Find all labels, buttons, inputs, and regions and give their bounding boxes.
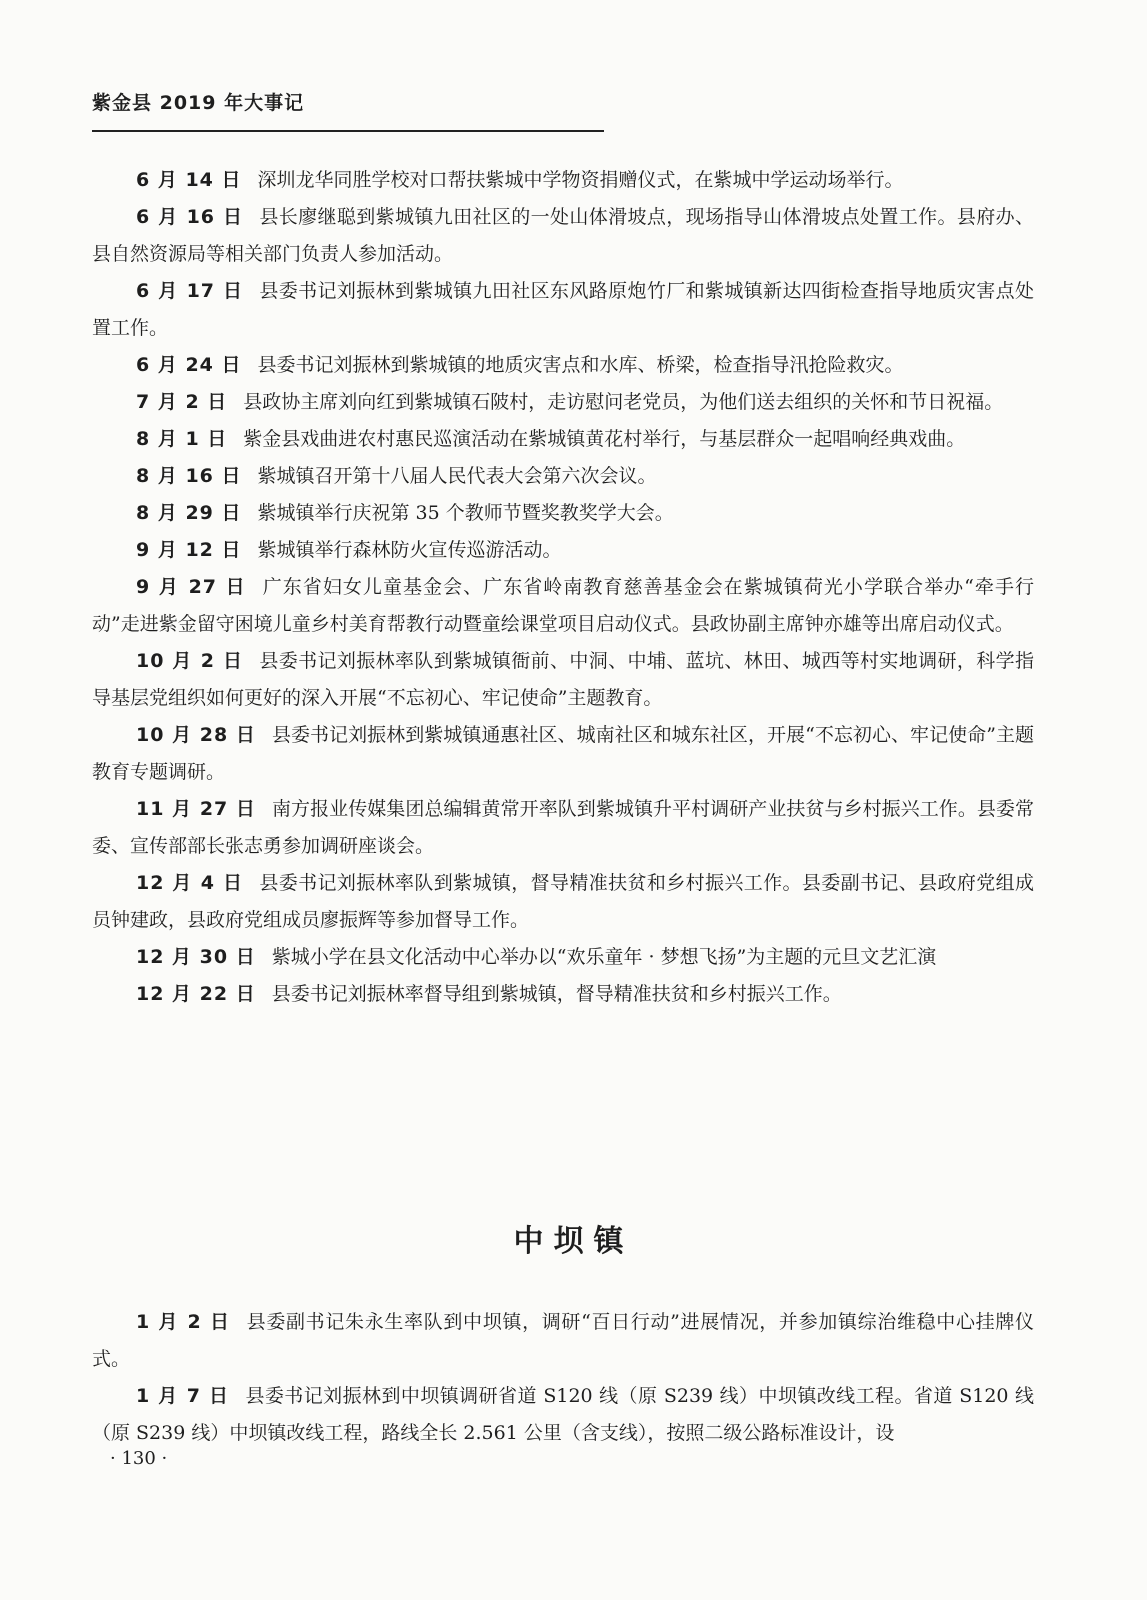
event-entry (92, 569, 1034, 643)
event-entry (92, 1378, 1034, 1452)
event-date: 7 月 2 日 (136, 391, 228, 413)
event-list-zhongba (92, 1304, 1034, 1452)
event-text: 县政协主席刘向红到紫城镇石陂村，走访慰问老党员，为他们送去组织的关怀和节日祝福。 (243, 391, 1004, 413)
event-text: 县委书记刘振林到紫城镇通惠社区、城南社区和城东社区，开展“不忘初心、牢记使命”主题教育专题调研。 (92, 724, 1034, 783)
event-entry (92, 273, 1034, 347)
event-entry (92, 384, 1034, 421)
event-entry (92, 939, 1034, 976)
event-entry (92, 458, 1034, 495)
event-text: 县委书记刘振林率督导组到紫城镇，督导精准扶贫和乡村振兴工作。 (271, 983, 842, 1005)
page-number: · 130 · (110, 1448, 168, 1469)
event-entry (92, 421, 1034, 458)
event-entry (92, 495, 1034, 532)
event-date: 12 月 4 日 (136, 872, 244, 894)
event-entry (92, 976, 1034, 1013)
event-text: 紫城镇举行庆祝第 35 个教师节暨奖教奖学大会。 (257, 502, 674, 524)
event-list-zicheng (92, 162, 1034, 1013)
event-date: 9 月 12 日 (136, 539, 242, 561)
event-date: 1 月 7 日 (136, 1385, 230, 1407)
event-text: 县委书记刘振林到紫城镇九田社区东风路原炮竹厂和紫城镇新达四街检查指导地质灾害点处置工作。 (92, 280, 1034, 339)
event-date: 8 月 1 日 (136, 428, 228, 450)
event-text: 县委副书记朱永生率队到中坝镇，调研“百日行动”进展情况，并参加镇综治维稳中心挂牌仪式。 (92, 1311, 1034, 1370)
event-text: 南方报业传媒集团总编辑黄常开率队到紫城镇升平村调研产业扶贫与乡村振兴工作。县委常委、宣传部部长张志勇参加调研座谈会。 (92, 798, 1034, 857)
event-date: 6 月 14 日 (136, 169, 242, 191)
event-text: 广东省妇女儿童基金会、广东省岭南教育慈善基金会在紫城镇荷光小学联合举办“牵手行动”走进紫金留守困境儿童乡村美育帮教行动暨童绘课堂项目启动仪式。县政协副主席钟亦雄等出席启动仪式。 (92, 576, 1034, 635)
event-date: 8 月 29 日 (136, 502, 242, 524)
running-header: 紫金县 2019 年大事记 (92, 92, 305, 114)
event-date: 10 月 28 日 (136, 724, 256, 746)
event-text: 县委书记刘振林率队到紫城镇，督导精准扶贫和乡村振兴工作。县委副书记、县政府党组成员钟建政，县政府党组成员廖振辉等参加督导工作。 (92, 872, 1034, 931)
event-entry (92, 1304, 1034, 1378)
event-text: 县委书记刘振林率队到紫城镇衙前、中洞、中埔、蓝坑、林田、城西等村实地调研，科学指导基层党组织如何更好的深入开展“不忘初心、牢记使命”主题教育。 (92, 650, 1034, 709)
event-date: 6 月 24 日 (136, 354, 242, 376)
event-date: 9 月 27 日 (136, 576, 247, 598)
event-entry (92, 717, 1034, 791)
event-date: 12 月 30 日 (136, 946, 256, 968)
event-text: 县委书记刘振林到紫城镇的地质灾害点和水库、桥梁，检查指导汛抢险救灾。 (257, 354, 904, 376)
event-text: 县长廖继聪到紫城镇九田社区的一处山体滑坡点，现场指导山体滑坡点处置工作。县府办、县自然资源局等相关部门负责人参加活动。 (92, 206, 1034, 265)
event-date: 1 月 2 日 (136, 1311, 231, 1333)
event-entry (92, 865, 1034, 939)
event-date: 11 月 27 日 (136, 798, 256, 820)
event-text: 紫城小学在县文化活动中心举办以“欢乐童年 · 梦想飞扬”为主题的元旦文艺汇演 (271, 946, 937, 968)
section-title: 中坝镇 (513, 1224, 634, 1259)
event-text: 深圳龙华同胜学校对口帮扶紫城中学物资捐赠仪式，在紫城中学运动场举行。 (257, 169, 904, 191)
event-date: 6 月 16 日 (136, 206, 244, 228)
event-date: 6 月 17 日 (136, 280, 244, 302)
event-date: 10 月 2 日 (136, 650, 244, 672)
event-date: 12 月 22 日 (136, 983, 256, 1005)
event-entry (92, 347, 1034, 384)
event-entry (92, 791, 1034, 865)
event-text: 紫城镇召开第十八届人民代表大会第六次会议。 (257, 465, 657, 487)
event-entry (92, 162, 1034, 199)
event-text: 县委书记刘振林到中坝镇调研省道 S120 线（原 S239 线）中坝镇改线工程。省道 S120 线（原 S239 线）中坝镇改线工程，路线全长 2.561 公里（含支线），按照二级公路标准设计，设 (92, 1385, 1034, 1444)
header-rule (92, 130, 604, 132)
event-entry (92, 199, 1034, 273)
event-date: 8 月 16 日 (136, 465, 242, 487)
event-entry (92, 643, 1034, 717)
event-text: 紫城镇举行森林防火宣传巡游活动。 (257, 539, 562, 561)
event-entry (92, 532, 1034, 569)
event-text: 紫金县戏曲进农村惠民巡演活动在紫城镇黄花村举行，与基层群众一起唱响经典戏曲。 (243, 428, 966, 450)
